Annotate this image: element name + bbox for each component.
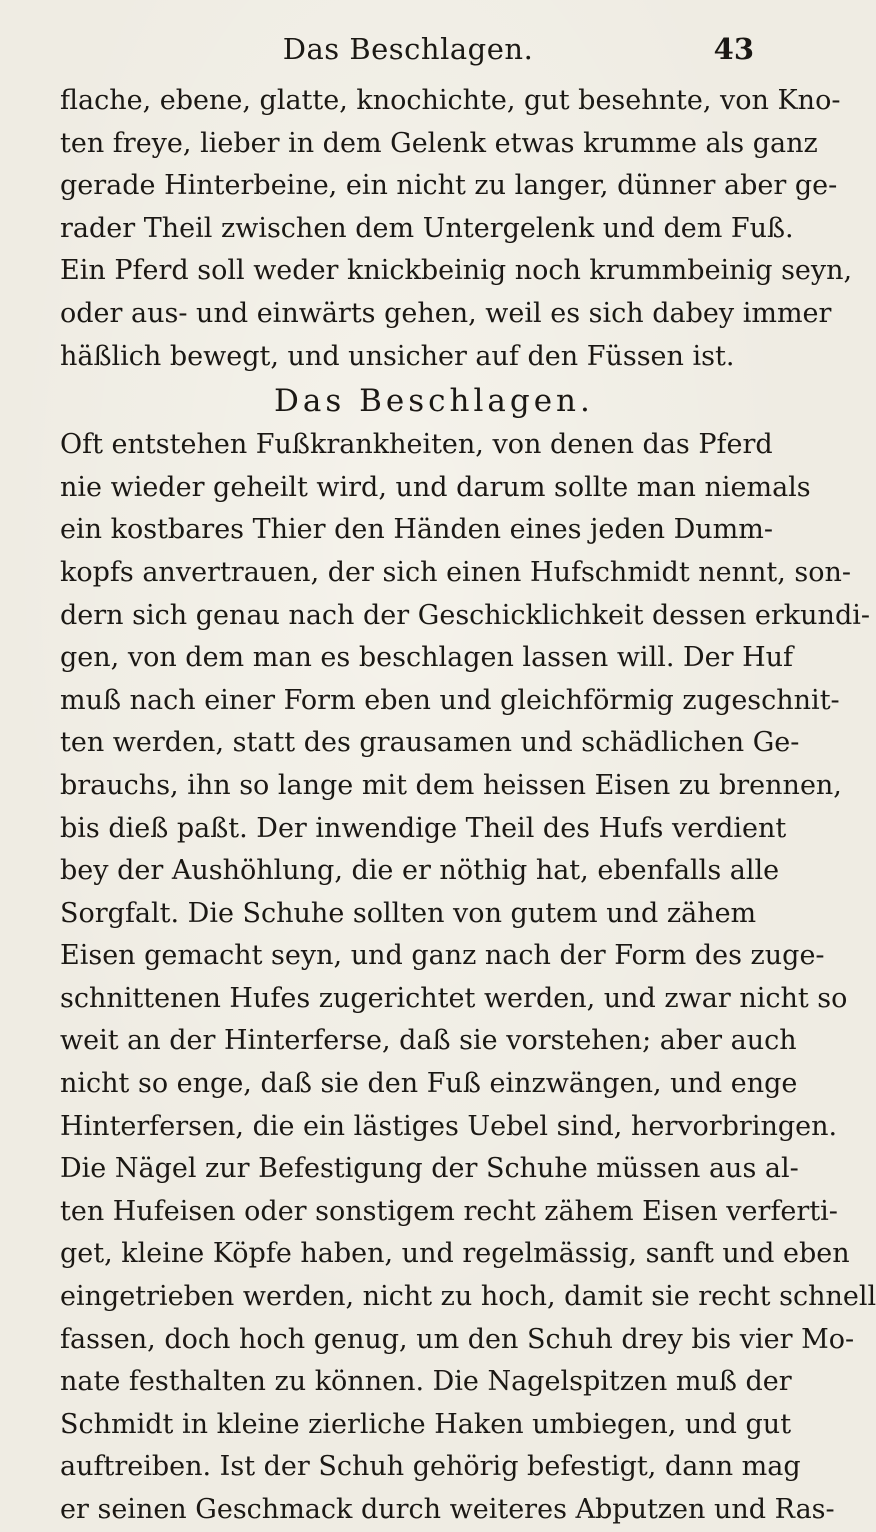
text-line: bis dieß paßt. Der inwendige Theil des Hufs verdient	[60, 812, 787, 844]
text-line: er seinen Geschmack durch weiteres Abputzen und Ras-	[60, 1494, 835, 1525]
page-number: 43	[713, 32, 754, 66]
text-line: Hinterfersen, die ein lästiges Uebel sind, hervorbringen.	[60, 1110, 838, 1142]
text-line: Eisen gemacht seyn, und ganz nach der Form des zuge-	[60, 940, 825, 972]
running-title: Das Beschlagen.	[282, 32, 534, 66]
intro-paragraph	[60, 80, 853, 378]
text-line: Schmidt in kleine zierliche Haken umbiegen, und gut	[60, 1408, 792, 1440]
text-line: nicht so enge, daß sie den Fuß einzwängen, und enge	[60, 1068, 798, 1100]
text-line: bey der Aushöhlung, die er nöthig hat, ebenfalls alle	[60, 855, 780, 887]
text-line: get, kleine Köpfe haben, und regelmässig, sanft und eben	[60, 1238, 850, 1270]
text-line: rader Theil zwischen dem Untergelenk und dem Fuß.	[60, 212, 794, 244]
text-line: eingetrieben werden, nicht zu hoch, damit sie recht schnell	[60, 1281, 876, 1313]
text-line: ten werden, statt des grausamen und schädlichen Ge-	[60, 727, 800, 759]
text-line: nate festhalten zu können. Die Nagelspitzen muß der	[60, 1366, 792, 1398]
text-line: weit an der Hinterferse, daß sie vorstehen; aber auch	[60, 1025, 797, 1057]
text-line: flache, ebene, glatte, knochichte, gut besehnte, von Kno-	[60, 85, 841, 116]
text-line: brauchs, ihn so lange mit dem heissen Eisen zu brennen,	[60, 769, 842, 801]
text-line: auftreiben. Ist der Schuh gehörig befestigt, dann mag	[60, 1451, 801, 1483]
text-line: kopfs anvertrauen, der sich einen Hufschmidt nennt, son-	[60, 556, 852, 588]
text-line: häßlich bewegt, und unsicher auf den Füssen ist.	[60, 340, 735, 372]
text-line: Ein Pferd soll weder knickbeinig noch krummbeinig seyn,	[60, 255, 853, 287]
text-line: dern sich genau nach der Geschicklichkeit dessen erkundi-	[60, 599, 870, 631]
text-line: Sorgfalt. Die Schuhe sollten von gutem und zähem	[60, 897, 757, 929]
text-line: ten freye, lieber in dem Gelenk etwas krumme als ganz	[60, 127, 818, 159]
text-line: gerade Hinterbeine, ein nicht zu langer, dünner aber ge-	[60, 170, 838, 202]
text-line: ten Hufeisen oder sonstigem recht zähem Eisen verferti-	[60, 1195, 838, 1227]
text-line: muß nach einer Form eben und gleichförmig zugeschnit-	[60, 684, 840, 716]
text-line: schnittenen Hufes zugerichtet werden, und zwar nicht so	[60, 982, 848, 1014]
body-paragraph	[60, 424, 876, 1531]
text-line: Die Nägel zur Befestigung der Schuhe müssen aus al-	[60, 1153, 799, 1185]
text-line: fassen, doch hoch genug, um den Schuh drey bis vier Mo-	[60, 1323, 855, 1355]
text-line: nie wieder geheilt wird, und darum sollte man niemals	[60, 471, 811, 503]
running-header	[60, 28, 756, 80]
text-line: Oft entstehen Fußkrankheiten, von denen das Pferd	[60, 429, 773, 461]
text-line: oder aus- und einwärts gehen, weil es sich dabey immer	[60, 297, 832, 329]
text-line: ein kostbares Thier den Händen eines jeden Dumm-	[60, 514, 773, 546]
section-heading: Das Beschlagen.	[274, 383, 594, 420]
text-line: gen, von dem man es beschlagen lassen will. Der Huf	[60, 642, 794, 674]
